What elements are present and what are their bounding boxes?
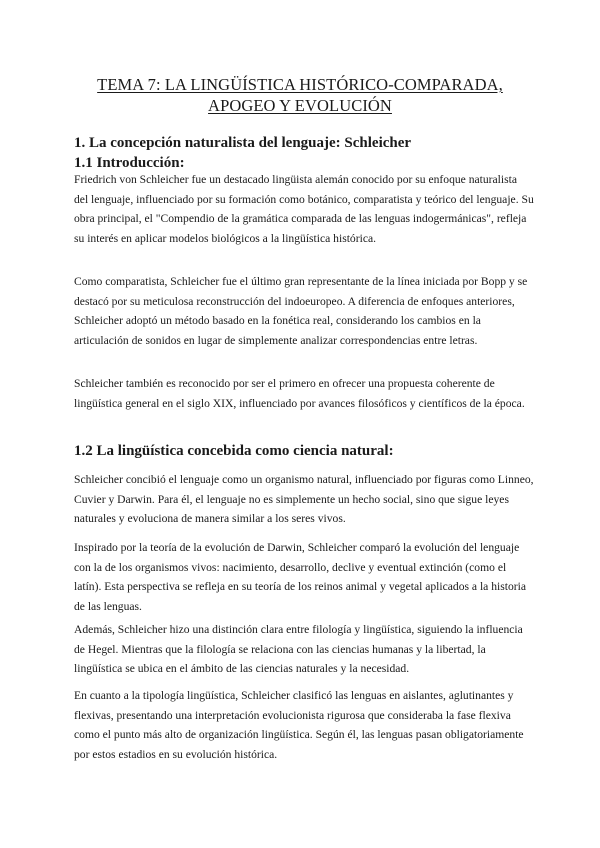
- paragraph: Schleicher concibió el lenguaje como un organismo natural, influenciado por figuras como Linneo, Cuvier y Darwin. Para él, el lenguaje no es simplemente un hecho social, sino que sigue leyes naturales y evoluciona de manera similar a los seres vivos.: [74, 473, 534, 526]
- paragraph: Además, Schleicher hizo una distinción clara entre filología y lingüística, siguiendo la influencia de Hegel. Mientras que la filología se relaciona con las ciencias humanas y la libertad, la lingüística se ubica en el ámbito de las ciencias naturales y la necesidad.: [74, 623, 523, 676]
- section-1-1-heading: 1.1 Introducción:: [74, 155, 185, 171]
- paragraph: Friedrich von Schleicher fue un destacado lingüista alemán conocido por su enfoque naturalista del lenguaje, influenciado por su formación como botánico, comparatista y teórico del lenguaje. Su obra principal, el "Compendio de la gramática comparada de las lenguas indogermánicas", refleja su interés en aplicar modelos biológicos a la lingüística histórica.: [74, 173, 534, 245]
- document-title: [60, 74, 540, 116]
- paragraph: En cuanto a la tipología lingüística, Schleicher clasificó las lenguas en aislantes, aglutinantes y flexivas, presentando una interpretación evolucionista rigurosa que consideraba la fase flexiva como el punto más alto de organización lingüística. Según él, las lenguas pasan obligatoriamente por estos estadios en su evolución histórica.: [74, 689, 524, 761]
- title-line-1: TEMA 7: LA LINGÜÍSTICA HISTÓRICO-COMPARADA,: [97, 75, 503, 94]
- paragraph: Schleicher también es reconocido por ser el primero en ofrecer una propuesta coherente de lingüística general en el siglo XIX, influenciado por avances filosóficos y científicos de la época.: [74, 377, 525, 410]
- section-1-heading: 1. La concepción naturalista del lenguaje: Schleicher: [74, 135, 412, 151]
- title-line-2: APOGEO Y EVOLUCIÓN: [208, 96, 392, 115]
- paragraph: Inspirado por la teoría de la evolución de Darwin, Schleicher comparó la evolución del lenguaje con la de los organismos vivos: nacimiento, desarrollo, declive y eventual extinción (como el latín). Esta perspectiva se refleja en su teoría de los reinos animal y vegetal aplicados a la historia de las lenguas.: [74, 541, 526, 613]
- paragraph: Como comparatista, Schleicher fue el último gran representante de la línea iniciada por Bopp y se destacó por su meticulosa reconstrucción del indoeuropeo. A diferencia de enfoques anteriores, Schleicher adoptó un método basado en la fonética real, considerando los cambios en la articulación de sonidos en lugar de simplemente analizar correspondencias entre letras.: [74, 275, 528, 347]
- section-1-2-heading: 1.2 La lingüística concebida como ciencia natural:: [74, 443, 394, 459]
